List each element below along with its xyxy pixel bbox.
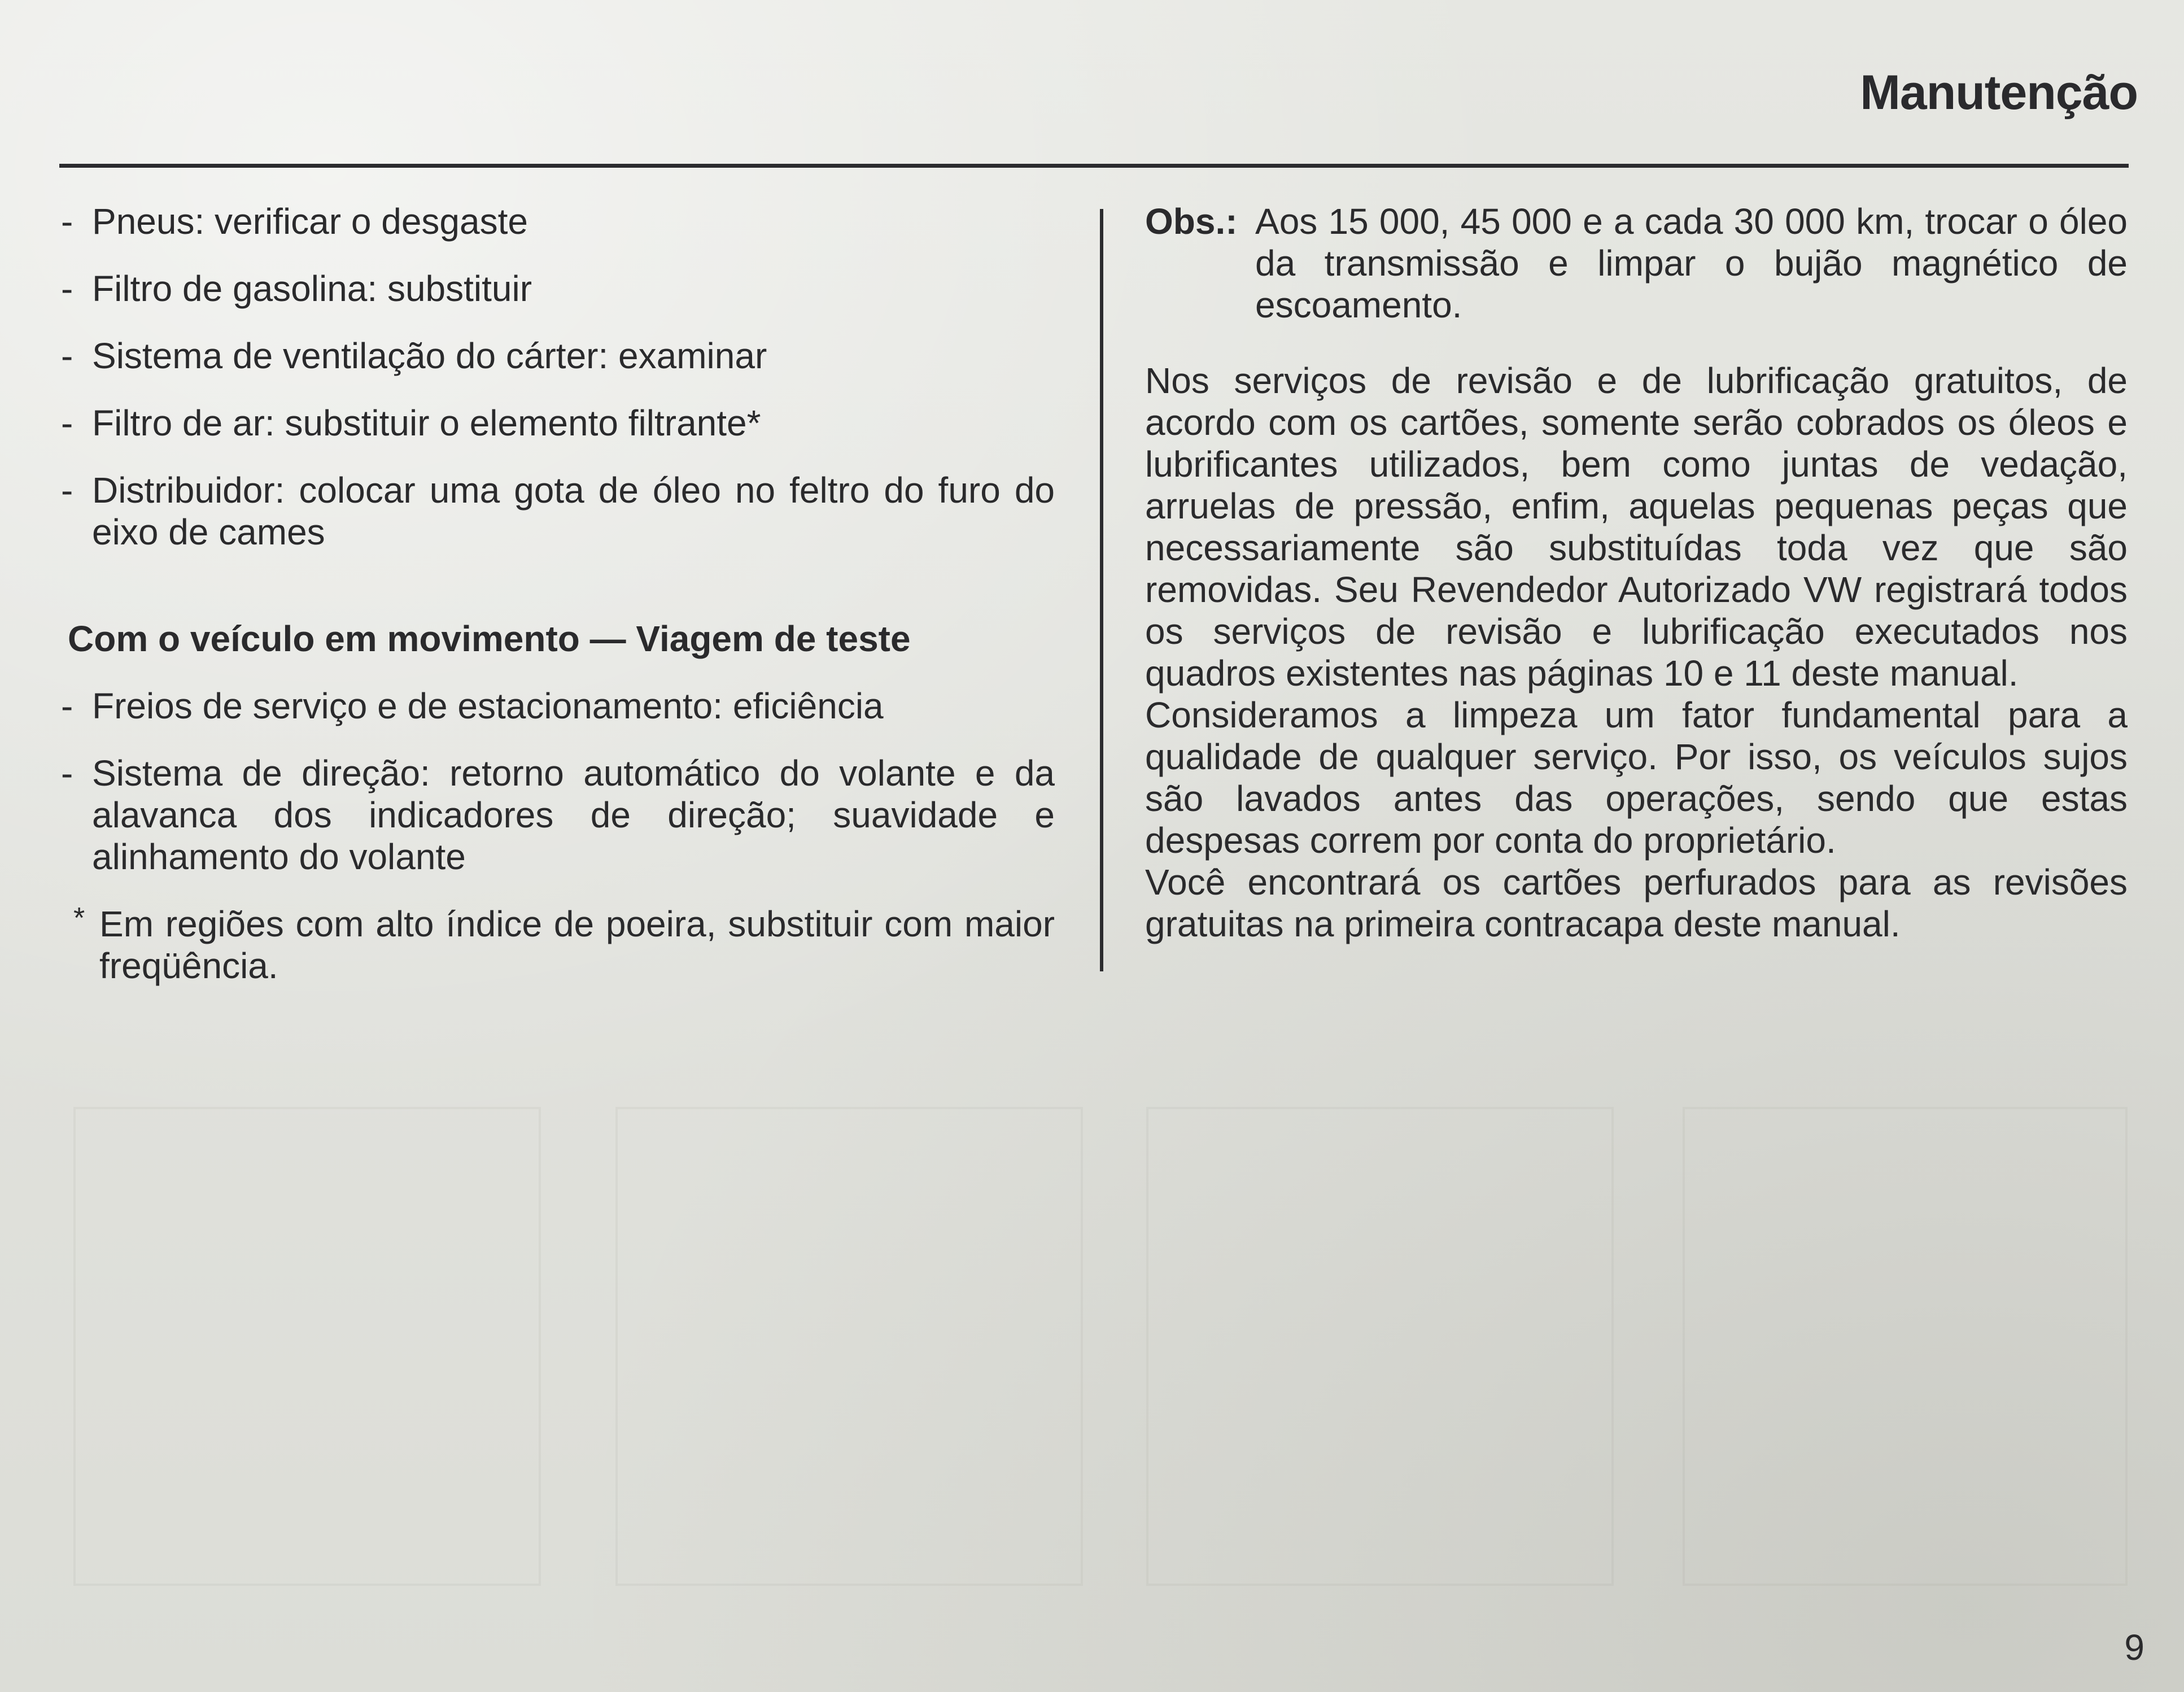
- paragraph-cards: Você encontrará os cartões perfurados para as revisões gratuitas na primeira contracapa deste manual.: [1145, 862, 2128, 944]
- list-item-freios: - Freios de serviço e de estacionamento: eficiência: [61, 685, 1055, 727]
- show-through-box-4: [1683, 1107, 2128, 1586]
- header-rule: [59, 164, 2129, 168]
- obs-label: Obs.:: [1145, 201, 1238, 242]
- obs-text: Aos 15 000, 45 000 e a cada 30 000 km, trocar o óleo da transmissão e limpar o bujão magnético de escoamento.: [1255, 201, 2128, 325]
- show-through-box-1: [73, 1107, 541, 1586]
- section-title: Manutenção: [1860, 66, 2138, 120]
- show-through-box-2: [615, 1107, 1083, 1586]
- list-item-ventilacao-carter: - Sistema de ventilação do cárter: examinar: [61, 335, 1055, 377]
- page-number: 9: [2124, 1627, 2144, 1668]
- list-item-distribuidor: - Distribuidor: colocar uma gota de óleo no feltro do furo do eixo de cames: [61, 469, 1055, 553]
- list-item-filtro-gasolina: - Filtro de gasolina: substituir: [61, 268, 1055, 309]
- footnote-asterisk: *: [73, 902, 85, 935]
- list-item-filtro-ar: - Filtro de ar: substituir o elemento filtrante*: [61, 402, 1055, 444]
- dust-footnote: [61, 903, 1055, 987]
- inspection-list-top: [61, 200, 1055, 553]
- paragraph-cleaning: Consideramos a limpeza um fator fundamental para a qualidade de qualquer serviço. Por isso, os veículos sujos são lavados antes das operações, sendo que estas despesas correm por conta do proprietário.: [1145, 695, 2128, 861]
- footnote-text: Em regiões com alto índice de poeira, substituir com maior freqüência.: [99, 904, 1055, 986]
- right-column: [1145, 200, 2128, 945]
- paragraph-free-services: Nos serviços de revisão e de lubrificação gratuitos, de acordo com os cartões, somente serão cobrados os óleos e lubrificantes utilizados, bem como juntas de vedação, arruelas de pressão, enfim, aquelas pequenas peças que necessariamente são substituídas toda vez que são removidas. Seu Revendedor Autorizado VW registrará todos os serviços de revisão e lubrificação executados nos quadros existentes nas páginas 10 e 11 deste manual.: [1145, 360, 2128, 694]
- column-divider: [1100, 209, 1103, 971]
- obs-note: [1145, 200, 2128, 326]
- inspection-list-bottom: [61, 685, 1055, 878]
- list-item-pneus: - Pneus: verificar o desgaste: [61, 200, 1055, 242]
- test-drive-subheading: Com o veículo em movimento — Viagem de teste: [68, 618, 911, 659]
- left-column: [61, 200, 1055, 987]
- list-item-direcao: - Sistema de direção: retorno automático do volante e da alavanca dos indicadores de direção; suavidade e alinhamento do volante: [61, 752, 1055, 878]
- show-through-box-3: [1146, 1107, 1614, 1586]
